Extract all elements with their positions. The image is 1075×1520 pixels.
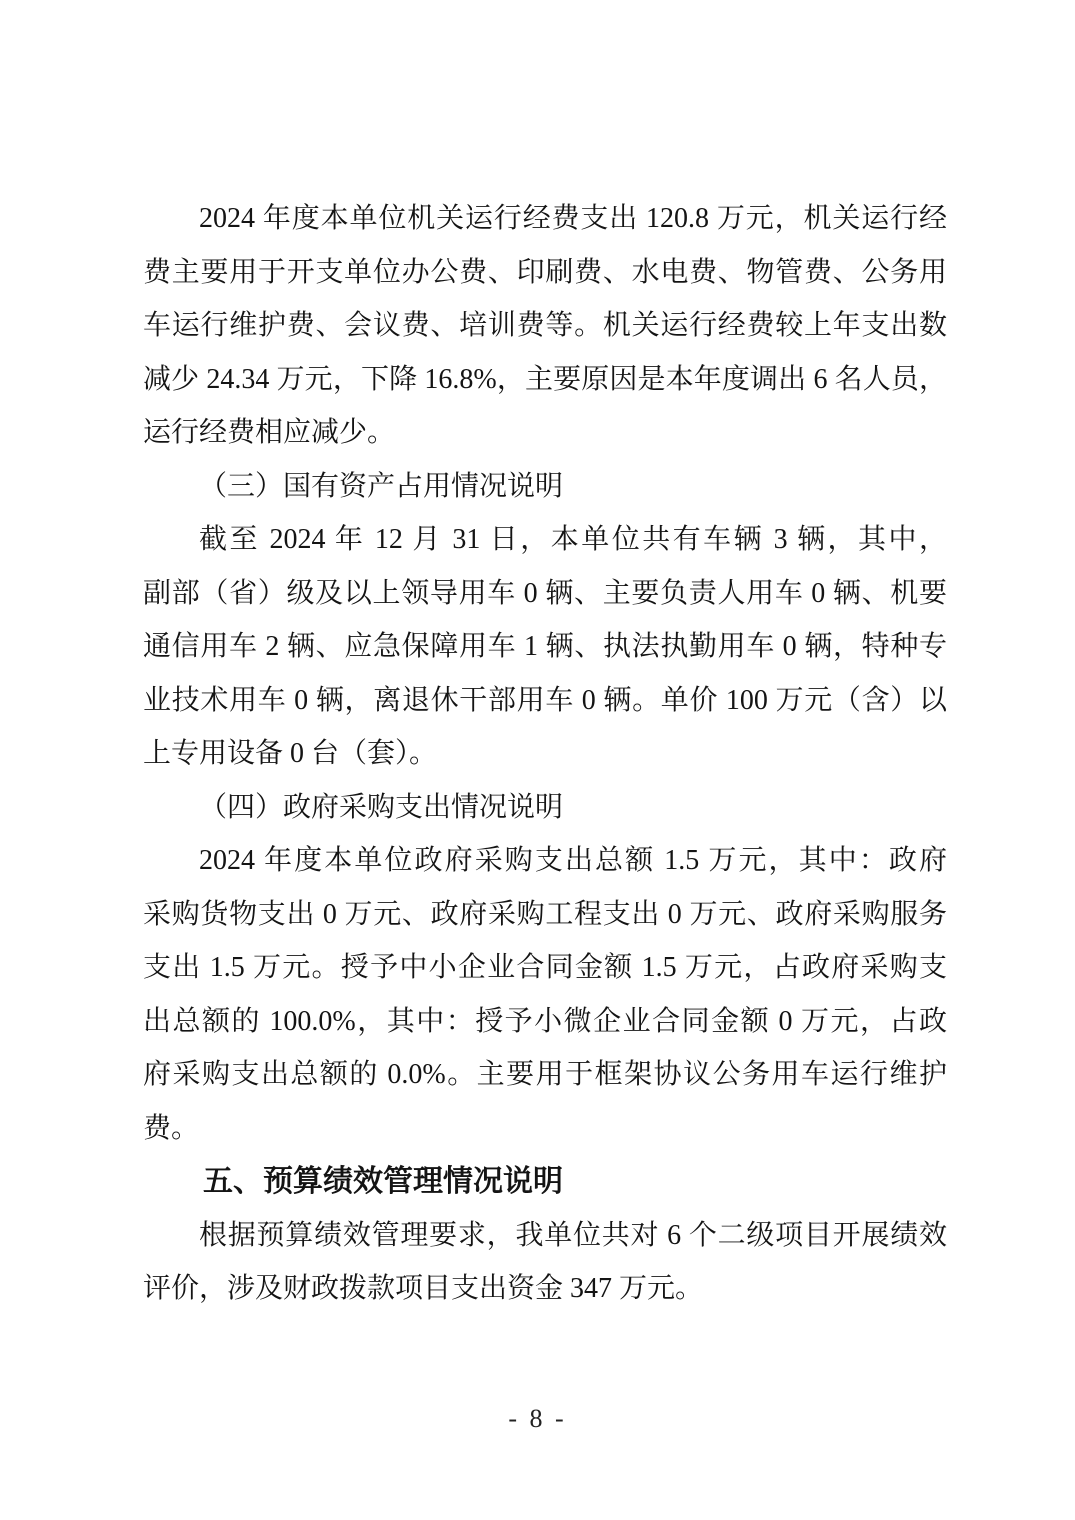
paragraph-line: 运行经费相应减少。 bbox=[143, 417, 396, 448]
paragraph-line: 费主要用于开支单位办公费、印刷费、水电费、物管费、公务用 bbox=[143, 256, 947, 288]
page-footer bbox=[0, 1404, 1075, 1434]
body-paragraph bbox=[143, 513, 947, 781]
section-heading: 五、预算绩效管理情况说明 bbox=[203, 1165, 563, 1198]
page-number: - 8 - bbox=[508, 1404, 567, 1433]
paragraph-line: 出总额的 100.0%，其中：授予小微企业合同金额 0 万元，占政 bbox=[143, 1005, 947, 1037]
paragraph-line: 支出 1.5 万元。授予中小企业合同金额 1.5 万元，占政府采购支 bbox=[143, 952, 947, 983]
paragraph-line: 截至 2024 年 12 月 31 日，本单位共有车辆 3 辆，其中， bbox=[199, 524, 947, 555]
paragraph-line: 2024 年度本单位机关运行经费支出 120.8 万元，机关运行经 bbox=[199, 203, 947, 234]
paragraph-line: 府采购支出总额的 0.0%。主要用于框架协议公务用车运行维护 bbox=[143, 1059, 947, 1090]
paragraph-line: 上专用设备 0 台（套）。 bbox=[143, 738, 438, 769]
paragraph-line: 费。 bbox=[143, 1112, 200, 1144]
paragraph-line: 副部（省）级及以上领导用车 0 辆、主要负责人用车 0 辆、机要 bbox=[143, 577, 947, 609]
subsection-heading: （三）国有资产占用情况说明 bbox=[199, 470, 564, 502]
body-paragraph bbox=[143, 1209, 947, 1316]
paragraph-line: 2024 年度本单位政府采购支出总额 1.5 万元，其中：政府 bbox=[199, 845, 947, 876]
paragraph-line: 评价，涉及财政拨款项目支出资金 347 万元。 bbox=[143, 1273, 704, 1304]
body-paragraph bbox=[143, 192, 947, 460]
paragraph-line: 根据预算绩效管理要求，我单位共对 6 个二级项目开展绩效 bbox=[199, 1219, 947, 1251]
paragraph-line: 业技术用车 0 辆，离退休干部用车 0 辆。单价 100 万元（含）以 bbox=[143, 684, 947, 716]
body-paragraph bbox=[143, 834, 947, 1155]
paragraph-line: 通信用车 2 辆、应急保障用车 1 辆、执法执勤用车 0 辆，特种专 bbox=[143, 631, 947, 662]
subsection-heading: （四）政府采购支出情况说明 bbox=[199, 791, 564, 823]
paragraph-line: 减少 24.34 万元，下降 16.8%，主要原因是本年度调出 6 名人员， bbox=[143, 363, 947, 395]
paragraph-line: 采购货物支出 0 万元、政府采购工程支出 0 万元、政府采购服务 bbox=[143, 898, 947, 930]
document-content bbox=[143, 192, 947, 1316]
paragraph-line: 车运行维护费、会议费、培训费等。机关运行经费较上年支出数 bbox=[143, 310, 947, 341]
